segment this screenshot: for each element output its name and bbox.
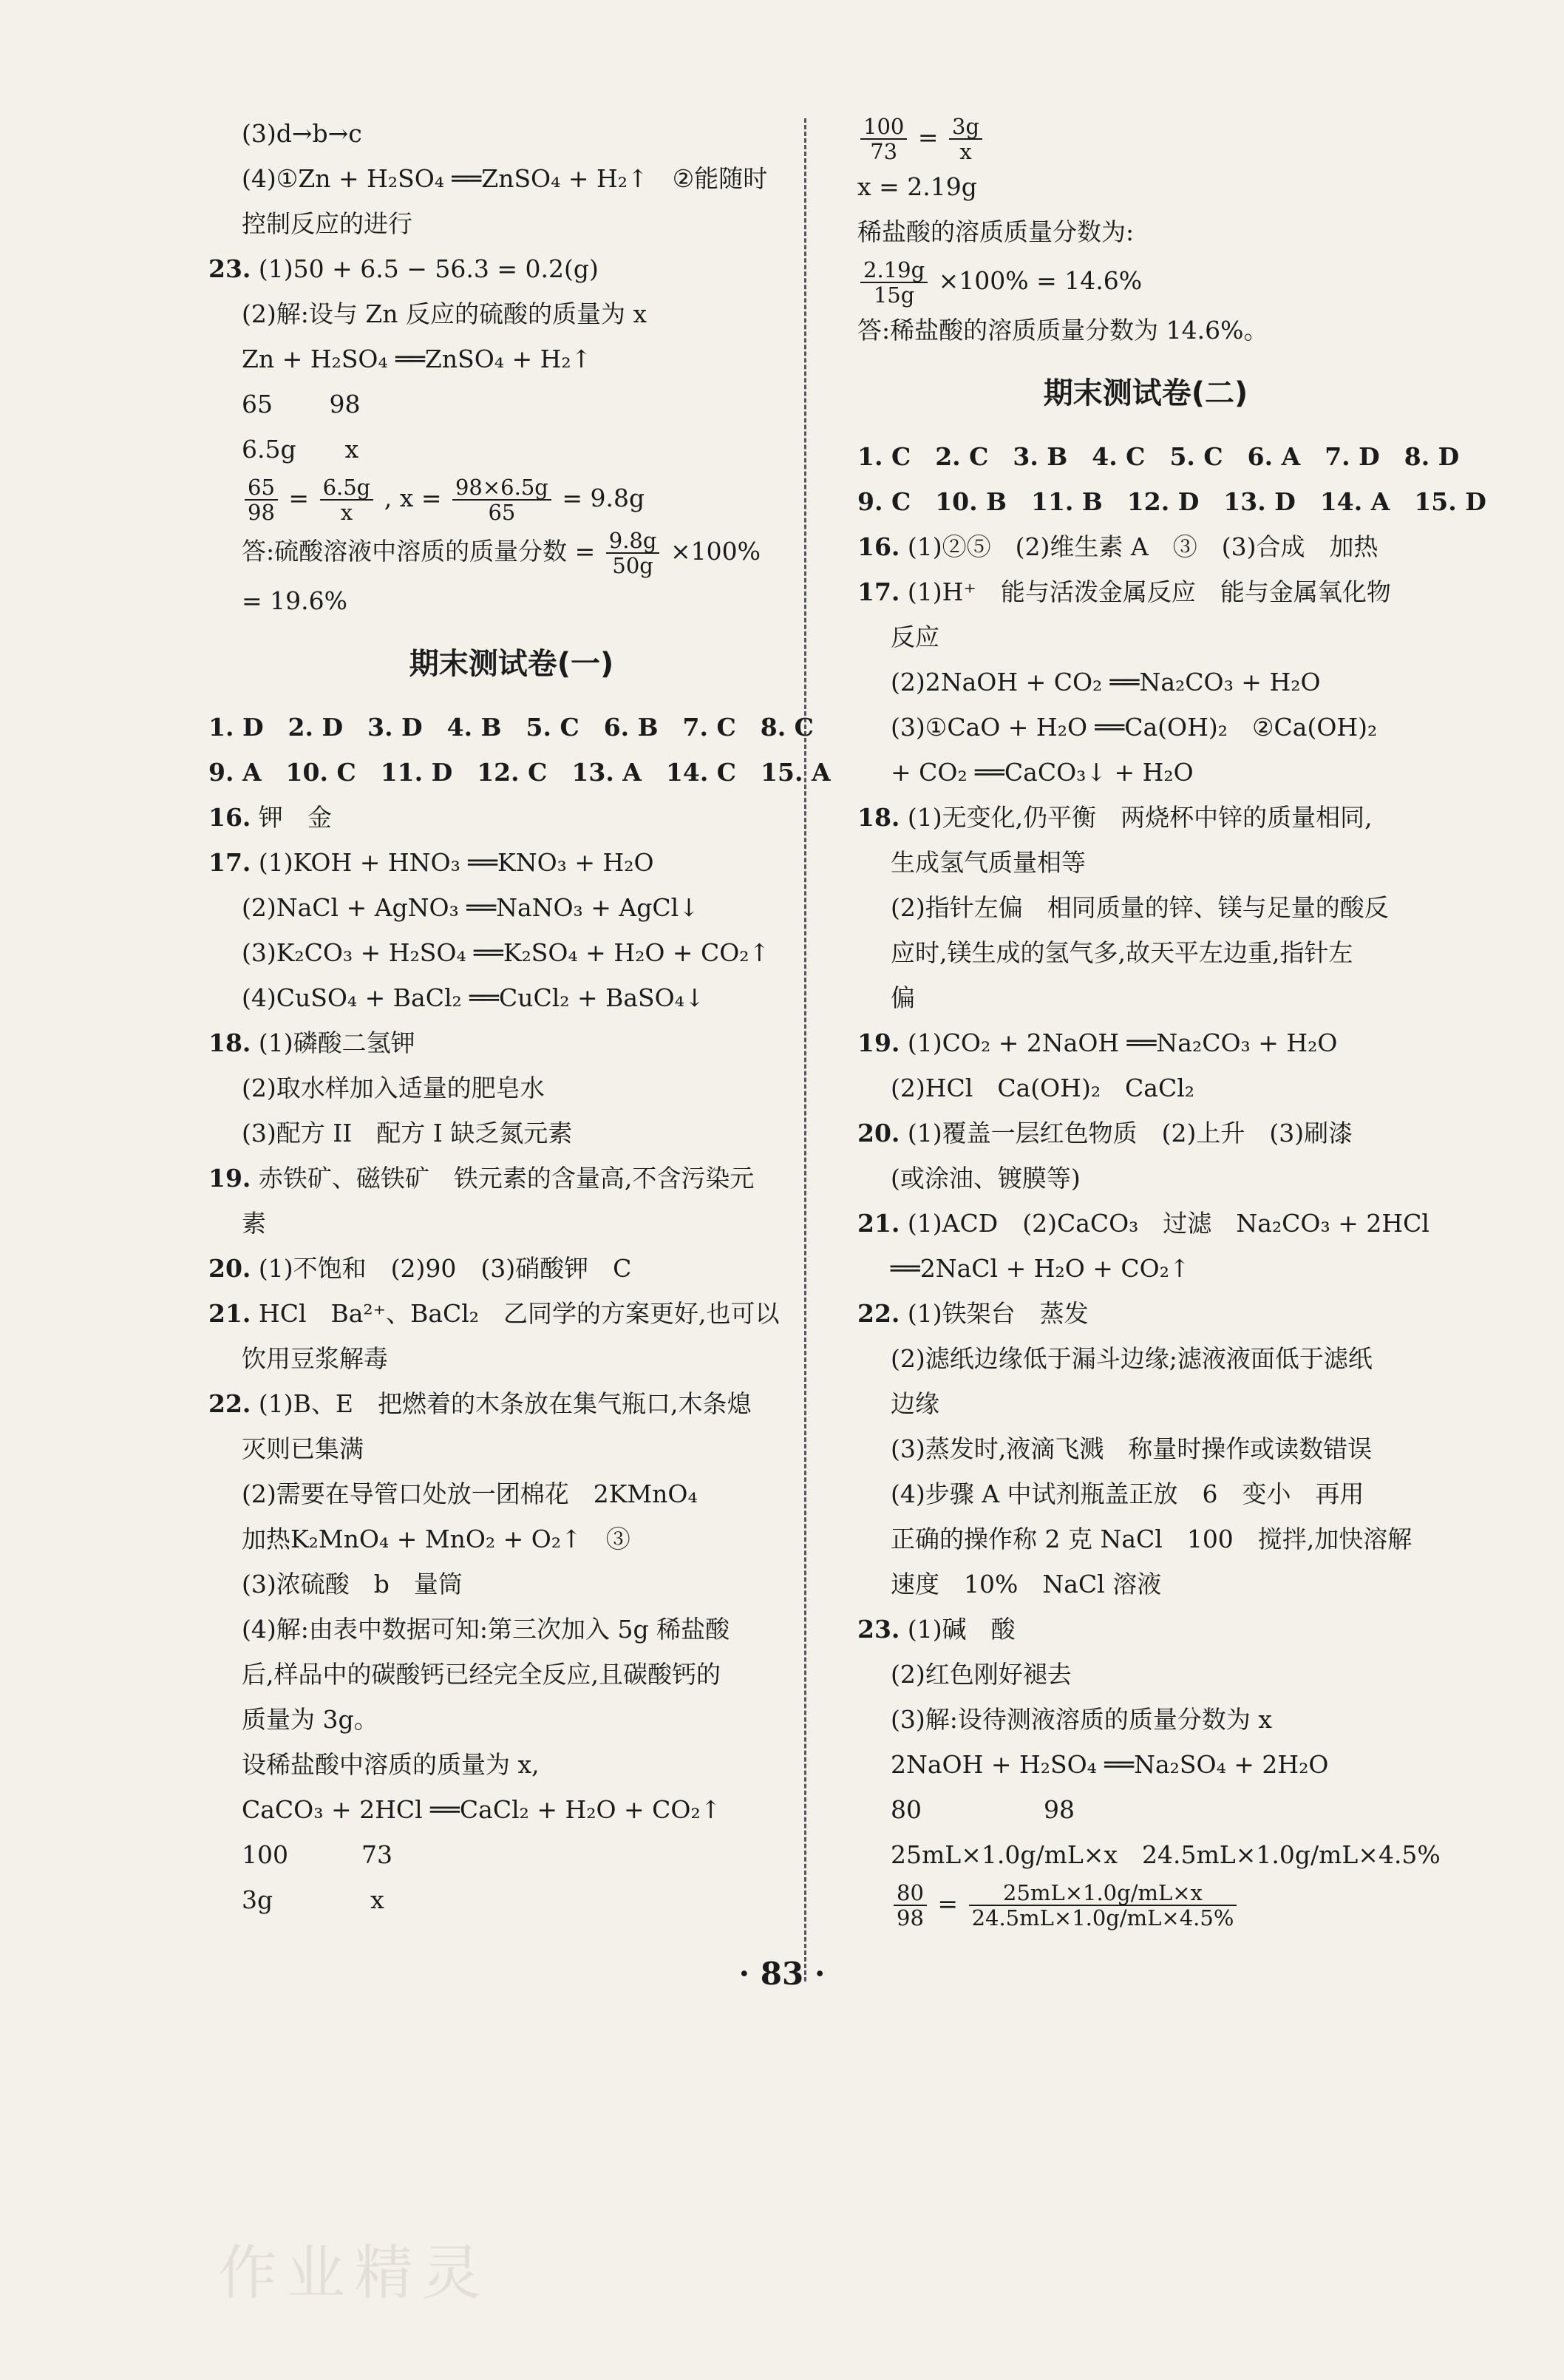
math-text: , x = (384, 484, 442, 512)
fraction-line (857, 111, 1434, 164)
answer-line: (2)取水样加入适量的肥皂水 (242, 1074, 545, 1102)
denominator: 98 (897, 1905, 924, 1930)
answer-line: (3)蒸发时,液滴飞溅 称量时操作或读数错误 (891, 1434, 1373, 1463)
answer-line: 正确的操作称 2 克 NaCl 100 搅拌,加快溶解 (891, 1525, 1412, 1553)
answer-text: (1)ACD (2)CaCO₃ 过滤 Na₂CO₃ + 2HCl (907, 1209, 1429, 1238)
numerator: 6.5g (320, 475, 374, 501)
equation-line: (2)2NaOH + CO₂ ══Na₂CO₃ + H₂O (891, 668, 1321, 696)
denominator: 15g (873, 282, 915, 308)
question-19 (208, 1156, 815, 1201)
answer-line: (2)解:设与 Zn 反应的硫酸的质量为 x (242, 299, 647, 328)
fraction (969, 1881, 1237, 1930)
answer-text: (1)50 + 6.5 − 56.3 = 0.2(g) (258, 254, 599, 283)
question-number: 17. (857, 577, 900, 606)
question-number: 21. (857, 1209, 900, 1238)
question-number: 21. (208, 1299, 251, 1328)
answer-line: 质量为 3g。 (242, 1705, 378, 1734)
answer-line: 6.5g x (242, 435, 359, 464)
denominator: x (959, 139, 972, 164)
fraction-line (208, 525, 815, 578)
answer-line: 生成氢气质量相等 (891, 848, 1086, 877)
answer-line: (4)步骤 A 中试剂瓶盖正放 6 变小 再用 (891, 1479, 1364, 1508)
multiple-choice-answers: 9. C 10. B 11. B 12. D 13. D 14. A 15. D (857, 487, 1486, 516)
answer-text: 赤铁矿、磁铁矿 铁元素的含量高,不含污染元 (258, 1164, 755, 1193)
answer-line: 100 73 (242, 1840, 392, 1869)
fraction (894, 1881, 927, 1930)
answer-line: 25mL×1.0g/mL×x 24.5mL×1.0g/mL×4.5% (891, 1840, 1441, 1869)
question-20 (857, 1111, 1434, 1156)
answer-text: (1)不饱和 (2)90 (3)硝酸钾 C (258, 1254, 632, 1283)
answer-line: (3)配方 II 配方 I 缺乏氮元素 (242, 1119, 573, 1147)
answer-line: 边缘 (891, 1389, 939, 1418)
equation-line: (3)①CaO + H₂O ══Ca(OH)₂ ②Ca(OH)₂ (891, 713, 1378, 742)
fraction-line (857, 1877, 1434, 1930)
math-text: = 9.8g (562, 484, 645, 512)
answer-line: 反应 (891, 623, 939, 651)
answer-line: (4)解:由表中数据可知:第三次加入 5g 稀盐酸 (242, 1615, 730, 1644)
answer-text: (1)H⁺ 能与活泼金属反应 能与金属氧化物 (907, 577, 1391, 606)
right-column (857, 111, 1486, 1930)
answer-text: (1)②⑤ (2)维生素 A ③ (3)合成 加热 (907, 532, 1378, 561)
question-number: 16. (857, 532, 900, 561)
question-number: 22. (208, 1389, 251, 1418)
answer-line: 偏 (891, 983, 915, 1012)
question-number: 20. (208, 1254, 251, 1283)
answer-line: (2)指针左偏 相同质量的锌、镁与足量的酸反 (891, 893, 1389, 922)
question-number: 22. (857, 1299, 900, 1328)
answer-text: (1)B、E 把燃着的木条放在集气瓶口,木条熄 (258, 1389, 752, 1418)
fraction (606, 529, 660, 577)
question-21 (208, 1291, 815, 1336)
multiple-choice-answers: 1. C 2. C 3. B 4. C 5. C 6. A 7. D 8. D (857, 442, 1460, 471)
answer-line: = 19.6% (242, 586, 347, 615)
watermark: 作业精灵 (218, 2239, 490, 2308)
answer-line: (3)d→b→c (242, 119, 362, 148)
denominator: 50g (612, 553, 653, 578)
answer-text: (1)CO₂ + 2NaOH ══Na₂CO₃ + H₂O (907, 1028, 1338, 1057)
answer-line: 80 98 (891, 1795, 1075, 1824)
answer-text: (1)KOH + HNO₃ ══KNO₃ + H₂O (258, 848, 654, 877)
equation-line: (3)K₂CO₃ + H₂SO₄ ══K₂SO₄ + H₂O + CO₂↑ (242, 938, 770, 967)
question-21 (857, 1201, 1434, 1246)
denominator: 98 (248, 500, 275, 525)
answer-line: (2)红色刚好褪去 (891, 1660, 1072, 1689)
answer-line: (2)需要在导管口处放一团棉花 2KMnO₄ (242, 1479, 698, 1508)
fraction (245, 475, 278, 524)
answer-line: (2)滤纸边缘低于漏斗边缘;滤液液面低于滤纸 (891, 1344, 1373, 1373)
question-16 (857, 524, 1434, 569)
numerator: 65 (245, 475, 278, 501)
answer-line: (3)解:设待测液溶质的质量分数为 x (891, 1705, 1272, 1734)
multiple-choice-answers: 9. A 10. C 11. D 12. C 13. A 14. C 15. A (208, 758, 831, 787)
question-number: 16. (208, 803, 251, 832)
question-number: 18. (857, 803, 900, 832)
question-number: 18. (208, 1028, 251, 1057)
question-19 (857, 1020, 1434, 1065)
math-text: ×100% = 14.6% (938, 266, 1143, 295)
answer-line: 控制反应的进行 (242, 209, 412, 238)
numerator: 25mL×1.0g/mL×x (969, 1881, 1237, 1906)
numerator: 2.19g (860, 258, 928, 283)
fraction (860, 115, 907, 163)
denominator: 24.5mL×1.0g/mL×4.5% (971, 1905, 1234, 1930)
section-title: 期末测试卷(二) (1043, 376, 1248, 410)
numerator: 80 (894, 1881, 927, 1906)
equation-line: + CO₂ ══CaCO₃↓ + H₂O (891, 758, 1194, 787)
answer-text: 钾 金 (258, 803, 332, 832)
numerator: 3g (949, 115, 982, 140)
page-number: · 83 · (738, 1956, 826, 1992)
equation-line: CaCO₃ + 2HCl ══CaCl₂ + H₂O + CO₂↑ (242, 1795, 721, 1824)
denominator: 73 (870, 139, 898, 164)
question-number: 23. (857, 1615, 900, 1644)
answer-text: (1)碱 酸 (907, 1615, 1016, 1644)
left-column (208, 111, 831, 1922)
answer-line: 灭则已集满 (242, 1434, 364, 1463)
answer-text: (1)无变化,仍平衡 两烧杯中锌的质量相同, (907, 803, 1373, 832)
question-22 (208, 1381, 815, 1426)
equation-line: 加热K₂MnO₄ + MnO₂ + O₂↑ ③ (242, 1525, 630, 1553)
answer-line: 饮用豆浆解毒 (242, 1344, 388, 1373)
equals-sign: = (937, 1889, 959, 1918)
question-22 (857, 1291, 1434, 1336)
question-18 (208, 1020, 815, 1065)
question-16 (208, 795, 815, 840)
question-number: 23. (208, 254, 251, 283)
equation-line: (2)NaCl + AgNO₃ ══NaNO₃ + AgCl↓ (242, 893, 699, 922)
question-20 (208, 1246, 815, 1291)
question-17 (857, 569, 1434, 614)
answer-line: (或涂油、镀膜等) (891, 1164, 1081, 1193)
fraction (320, 475, 374, 524)
answer-line: (4)①Zn + H₂SO₄ ══ZnSO₄ + H₂↑ ②能随时 (242, 164, 768, 193)
denominator: x (340, 500, 353, 525)
answer-text: HCl Ba²⁺、BaCl₂ 乙同学的方案更好,也可以 (258, 1299, 780, 1328)
denominator: 65 (488, 500, 516, 525)
answer-line: x = 2.19g (857, 172, 977, 201)
answer-line: 后,样品中的碳酸钙已经完全反应,且碳酸钙的 (242, 1660, 721, 1689)
equation-line: ══2NaCl + H₂O + CO₂↑ (891, 1254, 1190, 1283)
answer-line: 稀盐酸的溶质质量分数为: (857, 217, 1135, 246)
answer-line: 设稀盐酸中溶质的质量为 x, (242, 1750, 540, 1779)
section-title: 期末测试卷(一) (409, 647, 614, 681)
answer-line: 素 (242, 1209, 266, 1238)
numerator: 100 (860, 115, 907, 140)
equation-line: 2NaOH + H₂SO₄ ══Na₂SO₄ + 2H₂O (891, 1750, 1329, 1779)
fraction (452, 475, 551, 524)
answer-line: 答:稀盐酸的溶质质量分数为 14.6%。 (857, 316, 1268, 345)
answer-text: (1)铁架台 蒸发 (907, 1299, 1089, 1328)
equals-sign: = (917, 123, 939, 152)
equation-line: (4)CuSO₄ + BaCl₂ ══CuCl₂ + BaSO₄↓ (242, 983, 705, 1012)
question-number: 17. (208, 848, 251, 877)
equation-line: Zn + H₂SO₄ ══ZnSO₄ + H₂↑ (242, 345, 592, 373)
question-number: 19. (208, 1164, 251, 1193)
answer-line: 65 98 (242, 390, 361, 418)
answer-line: 速度 10% NaCl 溶液 (891, 1570, 1162, 1598)
question-23 (208, 246, 815, 291)
fraction-line (857, 254, 1434, 308)
fraction (860, 258, 928, 307)
answer-text: (1)磷酸二氢钾 (258, 1028, 415, 1057)
question-23 (857, 1607, 1434, 1652)
numerator: 9.8g (606, 529, 660, 554)
answer-line: (2)HCl Ca(OH)₂ CaCl₂ (891, 1074, 1195, 1102)
answer-line: (3)浓硫酸 b 量筒 (242, 1570, 463, 1598)
answer-text: 答:硫酸溶液中溶质的质量分数 = (242, 537, 596, 566)
equals-sign: = (288, 484, 310, 512)
answer-line: 应时,镁生成的氢气多,故天平左边重,指针左 (891, 938, 1353, 967)
question-18 (857, 795, 1434, 840)
question-number: 20. (857, 1119, 900, 1147)
answer-text: (1)覆盖一层红色物质 (2)上升 (3)刷漆 (907, 1119, 1353, 1147)
question-number: 19. (857, 1028, 900, 1057)
math-text: ×100% (670, 537, 761, 566)
fraction-line (208, 472, 815, 525)
answer-line: 3g x (242, 1885, 384, 1914)
fraction (949, 115, 982, 163)
numerator: 98×6.5g (452, 475, 551, 501)
multiple-choice-answers: 1. D 2. D 3. D 4. B 5. C 6. B 7. C 8. C (208, 713, 814, 742)
question-17 (208, 840, 815, 885)
